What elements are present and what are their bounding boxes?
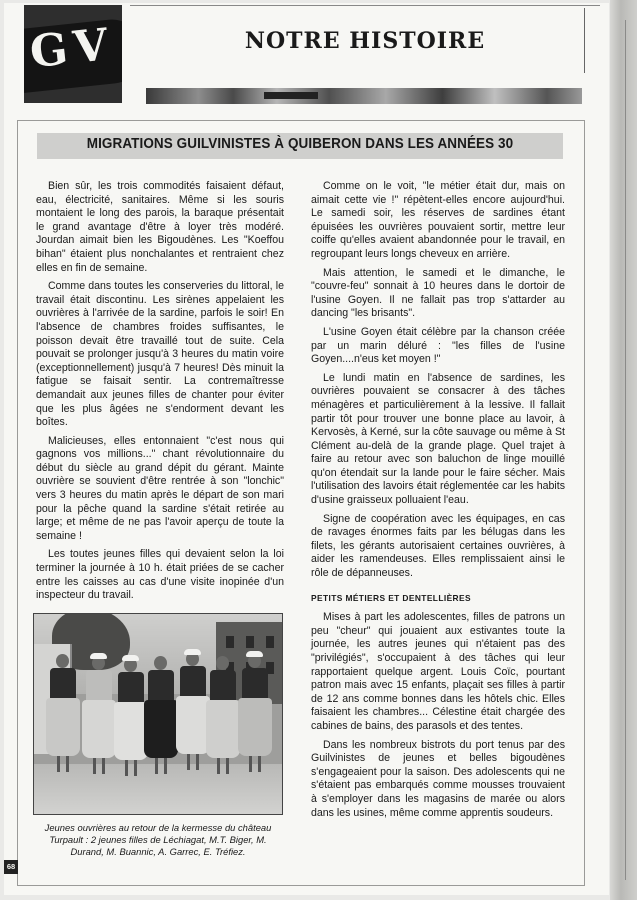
paragraph: Comme on le voit, "le métier était dur, mais on aimait cette vie !" répètent-elles encore aujourd'hui. Le samedi soir, les réserves de sardines étant épuisées les ouvrières pouvaient sortir, mettre leur coiffe qu'elles avaient abandonnée pour le travail, en regroupant leurs longs cheveux en arrière.: [311, 180, 565, 260]
section-title: NOTRE HISTOIRE: [244, 28, 486, 54]
subheading: PETITS MÉTIERS ET DENTELLIÈRES: [311, 592, 471, 603]
title-top-rule: [130, 5, 600, 6]
page-number: 68: [4, 860, 18, 874]
paragraph: Mais attention, le samedi et le dimanche, le "couvre-feu" sonnait à 10 heures dans le dortoir de l'usine Goyen. Il ne fallait pas trop s'attarder au dancing "les brisants".: [311, 266, 565, 320]
left-column: [36, 180, 284, 608]
paragraph: Comme dans toutes les conserveries du littoral, le travail était discontinu. Les sirènes appelaient les ouvrières à l'arrivée de la sardine, parfois le soir! En l'absence de chambres froides suffisantes, le poisson devait être travaillé tout de suite. Cela pouvait se prolonger jusqu'à 3 heures du matin voire (exceptionnellement) jusqu'à 7 heures! Dès minuit la fatigue se faisait sentir. La contremaîtresse demandait aux jeunes filles de chanter pour éviter que les plus âgées ne s'endorment devant les boîtes.: [36, 280, 284, 429]
boat-registration-tag: [264, 92, 318, 99]
logo-text: GV: [27, 18, 117, 79]
article-headline: MIGRATIONS GUILVINISTES À QUIBERON DANS LES ANNÉES 30: [86, 136, 514, 152]
paragraph: Malicieuses, elles entonnaient "c'est nous qui gagnons vos millions..." chant révolutionnaire du début du siècle au grand dépit du gérant. Mainte ouvrière se souvient d'être rentrée à son "lonchic" vers 3 heures du matin après le départ de son mari pour la pêche quand la sardine s'était retirée au large; et même de ne pas l'avoir aperçu de toute la semaine !: [36, 434, 284, 542]
book-spine: [610, 0, 637, 900]
paragraph: Les toutes jeunes filles qui devaient selon la loi terminer la journée à 10 h. était priées de se cacher entre les caisses au cas d'une visite inopinée d'un inspecteur du travail.: [36, 548, 284, 602]
paragraph: Mises à part les adolescentes, filles de patrons un peu "cheur" qui jouaient aux estivantes toute la journée, les autres jeunes qui n'étaient pas des "privilégiés", s'occupaient à des tâches qui leur rapportaient quelque argent. Louis Coïc, pourtant patron mais avec 15 enfants, plaçait ses filles à partir de 12 ans comme bonnes dans les hôtels chic. Elles faisaient les chambres... Célestine était chargée des cabines de bains, des parasols et des tentes.: [311, 611, 565, 732]
workers-photo: [33, 613, 283, 815]
paragraph: L'usine Goyen était célèbre par la chanson créée par un marin déluré : "les filles de l'usine Goyen....n'eus ket moyen !": [311, 325, 565, 366]
right-column: [311, 180, 565, 825]
harbor-banner-image: [146, 88, 582, 104]
paragraph: Bien sûr, les trois commodités faisaient défaut, eau, électricité, sanitaires. Même si les souris montaient le long des parois, la baraque présentait le grand avantage d'être à loyer très modéré. Jourdan aimait bien les Bigoudènes. Les "Koeffou bihan" étaient plus nonchalantes et rentraient chez elles en fin de semaine.: [36, 180, 284, 274]
spine-edge: [625, 20, 626, 880]
paragraph: Le lundi matin en l'absence de sardines, les ouvrières pouvaient se consacrer à des tâches ménagères et particulièrement à la lessive. Il fallait partir tôt pour trouver une bonne place au lavoir, à Kervosès, à Kerné, sur la côte sauvage ou même à St Clément au-delà de la grande plage. Quel trajet à faire au retour avec son baluchon de linge mouillé qu'on étendait sur la lande pour le faire sécher. Mais l'utilisation des lavoirs était réglementée car les habits d'usine graisseux polluaient l'eau.: [311, 371, 565, 507]
paragraph: Signe de coopération avec les équipages, en cas de ravages énormes faits par les bélugas dans les filets, les gérants autorisaient certaines ouvrières, à aider les ramendeuses. Elles remplissaient ainsi le rôle de dépanneuses.: [311, 512, 565, 580]
photo-caption: Jeunes ouvrières au retour de la kermesse du château Turpault : 2 jeunes filles de Léchiagat, M.T. Biger, M. Durand, M. Buannic, A. Garrec, E. Tréfiez.: [44, 822, 272, 857]
paragraph: Dans les nombreux bistrots du port tenus par des Guilvinistes de jeunes et belles bigoudènes s'engageaient pour la saison. Des adolescents qui ne s'étaient pas embarqués comme mousses trouvaient à s'employer dans les magasins de marée ou alors dans les usines, même comme apprentis soudeurs.: [311, 738, 565, 819]
gv-logo: [24, 5, 122, 103]
